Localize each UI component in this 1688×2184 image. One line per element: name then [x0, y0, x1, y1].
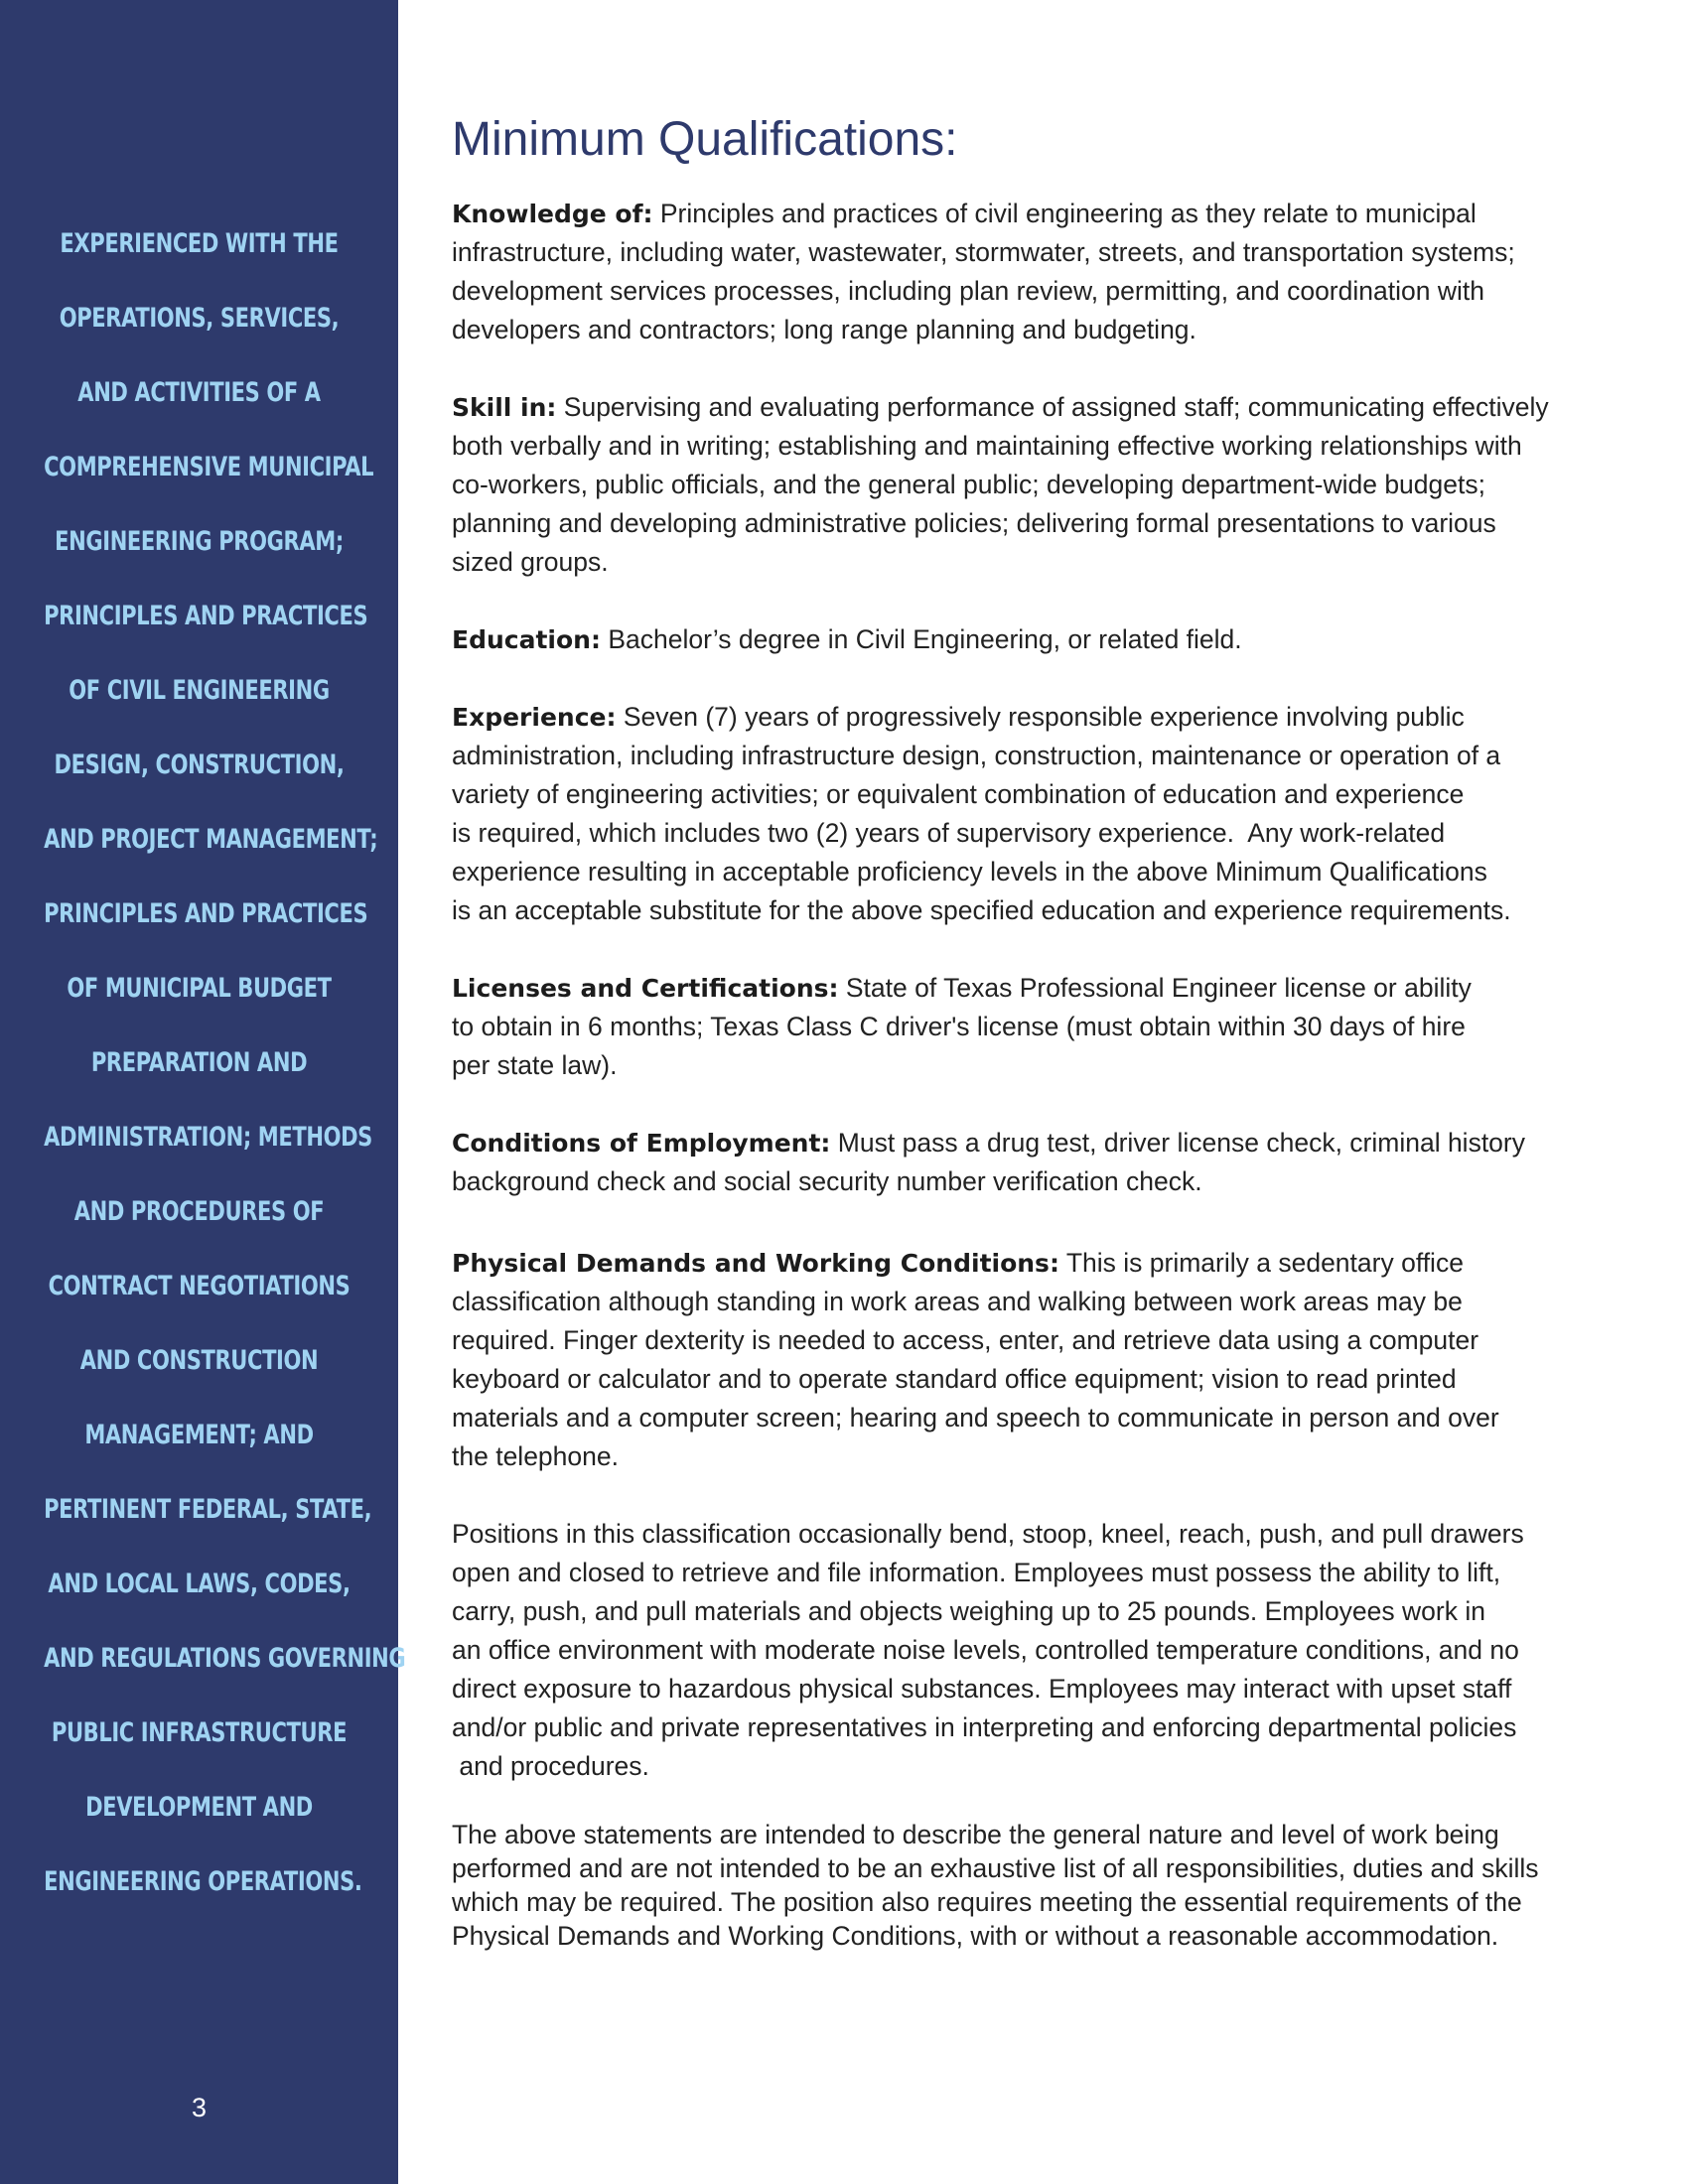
line-text: keyboard or calculator and to operate standard office equipment; vision to read printed	[452, 1364, 1457, 1394]
line-text: is an acceptable substitute for the above specified education and experience requirements.	[452, 895, 1511, 925]
section-paragraph	[452, 1818, 1623, 1953]
text-line	[452, 195, 1623, 233]
sidebar-line: ENGINEERING PROGRAM;	[55, 526, 344, 557]
licenses-section	[452, 969, 1623, 1085]
line-text: experience resulting in acceptable proficiency levels in the above Minimum Qualifications	[452, 857, 1487, 887]
text-line	[452, 698, 1623, 737]
text-line	[452, 775, 1623, 814]
sidebar-line: DESIGN, CONSTRUCTION,	[54, 750, 345, 780]
main-content	[452, 107, 1623, 1953]
text-line	[452, 1631, 1623, 1670]
line-text: to obtain in 6 months; Texas Class C driver's license (must obtain within 30 days of hire	[452, 1012, 1466, 1041]
sidebar-line: AND PROJECT MANAGEMENT;	[44, 824, 378, 855]
section-label: Conditions of Employment:	[452, 1129, 831, 1158]
closing-statement	[452, 1818, 1623, 1953]
experience-section	[452, 698, 1623, 930]
line-text: background check and social security number verification check.	[452, 1166, 1202, 1196]
text-line	[452, 969, 1623, 1008]
line-text: an office environment with moderate noise levels, controlled temperature conditions, and no	[452, 1635, 1519, 1665]
section-label: Physical Demands and Working Conditions:	[452, 1249, 1059, 1278]
sidebar-line: PRINCIPLES AND PRACTICES	[44, 898, 368, 929]
line-text: Bachelor’s degree in Civil Engineering, or related field.	[600, 624, 1242, 654]
text-line	[452, 427, 1623, 466]
sidebar-line: PREPARATION AND	[90, 1047, 308, 1078]
text-line	[452, 543, 1623, 582]
section-label: Licenses and Certifications:	[452, 974, 839, 1003]
text-line	[452, 1124, 1623, 1162]
sidebar-line: MANAGEMENT; AND	[84, 1420, 314, 1450]
sidebar-line: OPERATIONS, SERVICES,	[59, 303, 340, 334]
section-label: Experience:	[452, 703, 617, 732]
section-paragraph	[452, 1515, 1623, 1786]
line-text: development services processes, including plan review, permitting, and coordination with	[452, 276, 1484, 306]
line-text: Supervising and evaluating performance of assigned staff; communicating effectively	[556, 392, 1549, 422]
line-text: is required, which includes two (2) years of supervisory experience. Any work-related	[452, 818, 1446, 848]
text-line	[452, 1515, 1623, 1554]
line-text: The above statements are intended to describe the general nature and level of work being	[452, 1820, 1499, 1849]
sidebar-line: AND ACTIVITIES OF A	[77, 377, 321, 408]
section-paragraph	[452, 388, 1623, 582]
text-line	[452, 620, 1623, 659]
line-text: developers and contractors; long range planning and budgeting.	[452, 315, 1196, 344]
text-line	[452, 853, 1623, 891]
line-text: open and closed to retrieve and file information. Employees must possess the ability to lift,	[452, 1558, 1501, 1587]
text-line	[452, 1818, 1623, 1851]
line-text: Seven (7) years of progressively responsible experience involving public	[616, 702, 1465, 732]
line-text: State of Texas Professional Engineer license or ability	[838, 973, 1472, 1003]
line-text: the telephone.	[452, 1441, 619, 1471]
page-number: 3	[191, 2093, 208, 2122]
text-line	[452, 1321, 1623, 1360]
text-line	[452, 388, 1623, 427]
text-line	[452, 814, 1623, 853]
sidebar-line: PERTINENT FEDERAL, STATE,	[44, 1494, 372, 1525]
line-text: administration, including infrastructure design, construction, maintenance or operation of a	[452, 741, 1501, 770]
line-text: This is primarily a sedentary office	[1058, 1248, 1464, 1278]
section-label: Education:	[452, 625, 601, 654]
text-line	[452, 504, 1623, 543]
text-line	[452, 311, 1623, 349]
sidebar-line: OF MUNICIPAL BUDGET	[67, 973, 332, 1004]
line-text: required. Finger dexterity is needed to access, enter, and retrieve data using a computer	[452, 1325, 1479, 1355]
line-text: co-workers, public officials, and the general public; developing department-wide budgets;	[452, 470, 1485, 499]
text-line	[452, 1046, 1623, 1085]
sidebar-line: AND CONSTRUCTION	[79, 1345, 319, 1376]
education-section	[452, 620, 1623, 659]
section-label: Knowledge of:	[452, 200, 653, 228]
sidebar-line: AND REGULATIONS GOVERNING	[44, 1643, 406, 1674]
sidebar-line: EXPERIENCED WITH THE	[60, 228, 339, 259]
text-line	[452, 1919, 1623, 1953]
sidebar-line: DEVELOPMENT AND	[85, 1792, 313, 1823]
text-line	[452, 1437, 1623, 1476]
sidebar-line: COMPREHENSIVE MUNICIPAL	[44, 452, 374, 482]
line-text: Principles and practices of civil engineering as they relate to municipal	[652, 199, 1477, 228]
sidebar-line: AND LOCAL LAWS, CODES,	[48, 1569, 351, 1599]
line-text: Physical Demands and Working Conditions, with or without a reasonable accommodation.	[452, 1921, 1499, 1951]
line-text: and/or public and private representatives in interpreting and enforcing departmental policies	[452, 1712, 1517, 1742]
line-text: direct exposure to hazardous physical substances. Employees may interact with upset staff	[452, 1674, 1512, 1704]
line-text: planning and developing administrative policies; delivering formal presentations to various	[452, 508, 1496, 538]
section-paragraph	[452, 1244, 1623, 1476]
text-line	[452, 1885, 1623, 1919]
sidebar-line: CONTRACT NEGOTIATIONS	[48, 1271, 351, 1301]
text-line	[452, 1360, 1623, 1399]
sidebar-line: PUBLIC INFRASTRUCTURE	[51, 1717, 348, 1748]
line-text: and procedures.	[452, 1751, 649, 1781]
text-line	[452, 1592, 1623, 1631]
section-paragraph	[452, 620, 1623, 659]
text-line	[452, 1851, 1623, 1885]
text-line	[452, 272, 1623, 311]
sidebar-line: PRINCIPLES AND PRACTICES	[44, 601, 368, 631]
section-paragraph	[452, 969, 1623, 1085]
line-text: variety of engineering activities; or equivalent combination of education and experience	[452, 779, 1465, 809]
line-text: infrastructure, including water, wastewater, stormwater, streets, and transportation systems;	[452, 237, 1515, 267]
text-line	[452, 1399, 1623, 1437]
section-label: Skill in:	[452, 393, 557, 422]
text-line	[452, 466, 1623, 504]
line-text: per state law).	[452, 1050, 618, 1080]
section-paragraph	[452, 195, 1623, 349]
text-line	[452, 1670, 1623, 1708]
knowledge-section	[452, 195, 1623, 349]
line-text: carry, push, and pull materials and objects weighing up to 25 pounds. Employees work in	[452, 1596, 1485, 1626]
text-line	[452, 1162, 1623, 1201]
section-paragraph	[452, 1124, 1623, 1201]
text-line	[452, 1554, 1623, 1592]
sidebar-line: ENGINEERING OPERATIONS.	[44, 1866, 362, 1897]
sidebar-line: ADMINISTRATION; METHODS	[44, 1122, 372, 1153]
text-line	[452, 1283, 1623, 1321]
text-line	[452, 1708, 1623, 1747]
sidebar-line: OF CIVIL ENGINEERING	[69, 675, 330, 706]
text-line	[452, 233, 1623, 272]
conditions-section	[452, 1124, 1623, 1201]
sidebar-panel	[0, 0, 406, 2184]
line-text: Must pass a drug test, driver license check, criminal history	[830, 1128, 1525, 1158]
sidebar-quote	[0, 206, 406, 1919]
line-text: performed and are not intended to be an exhaustive list of all responsibilities, duties and skills	[452, 1853, 1539, 1883]
text-line	[452, 1747, 1623, 1786]
page-title: Minimum Qualifications:	[452, 113, 958, 166]
line-text: both verbally and in writing; establishing and maintaining effective working relationships with	[452, 431, 1522, 461]
sidebar-line: AND PROCEDURES OF	[73, 1196, 325, 1227]
text-line	[452, 737, 1623, 775]
section-paragraph	[452, 698, 1623, 930]
positions-section	[452, 1515, 1623, 1786]
text-line	[452, 891, 1623, 930]
skill-section	[452, 388, 1623, 582]
line-text: classification although standing in work areas and walking between work areas may be	[452, 1287, 1463, 1316]
text-line	[452, 1008, 1623, 1046]
text-line	[452, 1244, 1623, 1283]
line-text: sized groups.	[452, 547, 609, 577]
physical-demands-section	[452, 1244, 1623, 1476]
line-text: Positions in this classification occasionally bend, stoop, kneel, reach, push, and pull drawers	[452, 1519, 1524, 1549]
line-text: which may be required. The position also requires meeting the essential requirements of the	[452, 1887, 1522, 1917]
line-text: materials and a computer screen; hearing and speech to communicate in person and over	[452, 1403, 1499, 1433]
